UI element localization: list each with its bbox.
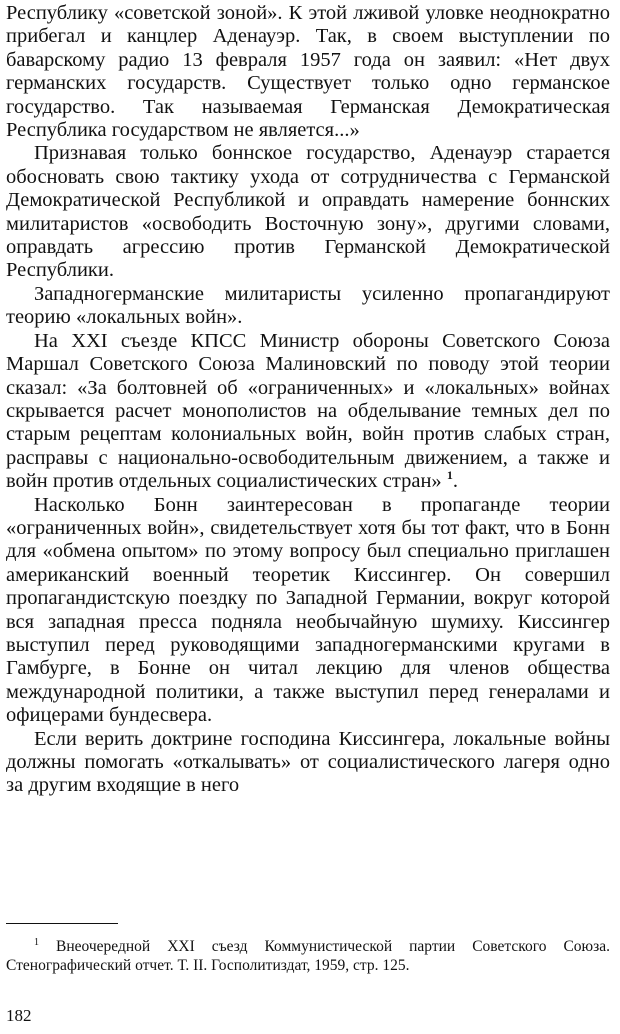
footnote-text: Внеочередной XXI съезд Коммунистической партии Советского Союза. Стенографический отчет. Т. II. Госполитиздат, 1959, стр. 125. xyxy=(6,938,611,974)
page-number: 182 xyxy=(6,1006,32,1025)
footnote-reference: 1 xyxy=(446,468,453,483)
paragraph-4-text: На XXI съезде КПСС Министр обороны Советского Союза Маршал Советского Союза Малиновский по поводу этой теории сказал: «За болтовней об «ограниченных» и «локальных» войнах скрывается расчет монополистов на обделывание темных дел по старым рецептам колониальных войн, войн против слабых стран, расправы с национально-освободительным движением, а также и войн против отдельных социалистических стран» xyxy=(6,329,610,493)
book-page xyxy=(6,0,610,1034)
paragraph-4: На XXI съезде КПСС Министр обороны Советского Союза Маршал Советского Союза Малиновский по поводу этой теории сказал: «За болтовней об «ограниченных» и «локальных» войнах скрывается расчет монополистов на обделывание темных дел по старым рецептам колониальных войн, войн против слабых стран, расправы с национально-освободительным движением, а также и войн против отдельных социалистических стран» $^1$. xyxy=(6,329,610,493)
paragraph-2: Признавая только боннское государство, Аденауэр старается обосновать свою тактику ухода от сотрудничества с Германской Демократической Республикой и оправдать намерение боннских милитаристов «освободить Восточную зону», другими словами, оправдать агрессию против Германской Демократической Республики. xyxy=(6,142,610,282)
paragraph-5: Насколько Бонн заинтересован в пропаганде теории «ограниченных войн», свидетельствует хотя бы тот факт, что в Бонн для «обмена опытом» по этому вопросу был специально приглашен американский военный теоретик Киссингер. Он совершил пропагандистскую поездку по Западной Германии, вокруг которой вся западная пресса подняла необычайную шумиху. Киссингер выступил перед руководящими западногерманскими кругами в Гамбурге, в Бонне он читал лекцию для членов общества международной политики, а также выступил перед генералами и офицерами бундесвера. xyxy=(6,493,610,727)
footnote-separator xyxy=(6,923,118,924)
footnote xyxy=(6,938,610,975)
paragraph-1: Республику «советской зоной». К этой лживой уловке неоднократно прибегал и канцлер Аденауэр. Так, в своем выступлении по баварскому радио 13 февраля 1957 года он заявил: «Нет двух германских государств. Существует только одно германское государство. Так называемая Германская Демократическая Республика государством не является...» xyxy=(6,2,610,142)
paragraph-6: Если верить доктрине господина Киссингера, локальные войны должны помогать «откалывать» от социалистического лагеря одно за другим входящие в него xyxy=(6,727,610,797)
main-text xyxy=(6,2,610,798)
footnote-number: 1 xyxy=(34,936,39,948)
paragraph-3: Западногерманские милитаристы усиленно пропагандируют теорию «локальных войн». xyxy=(6,282,610,329)
